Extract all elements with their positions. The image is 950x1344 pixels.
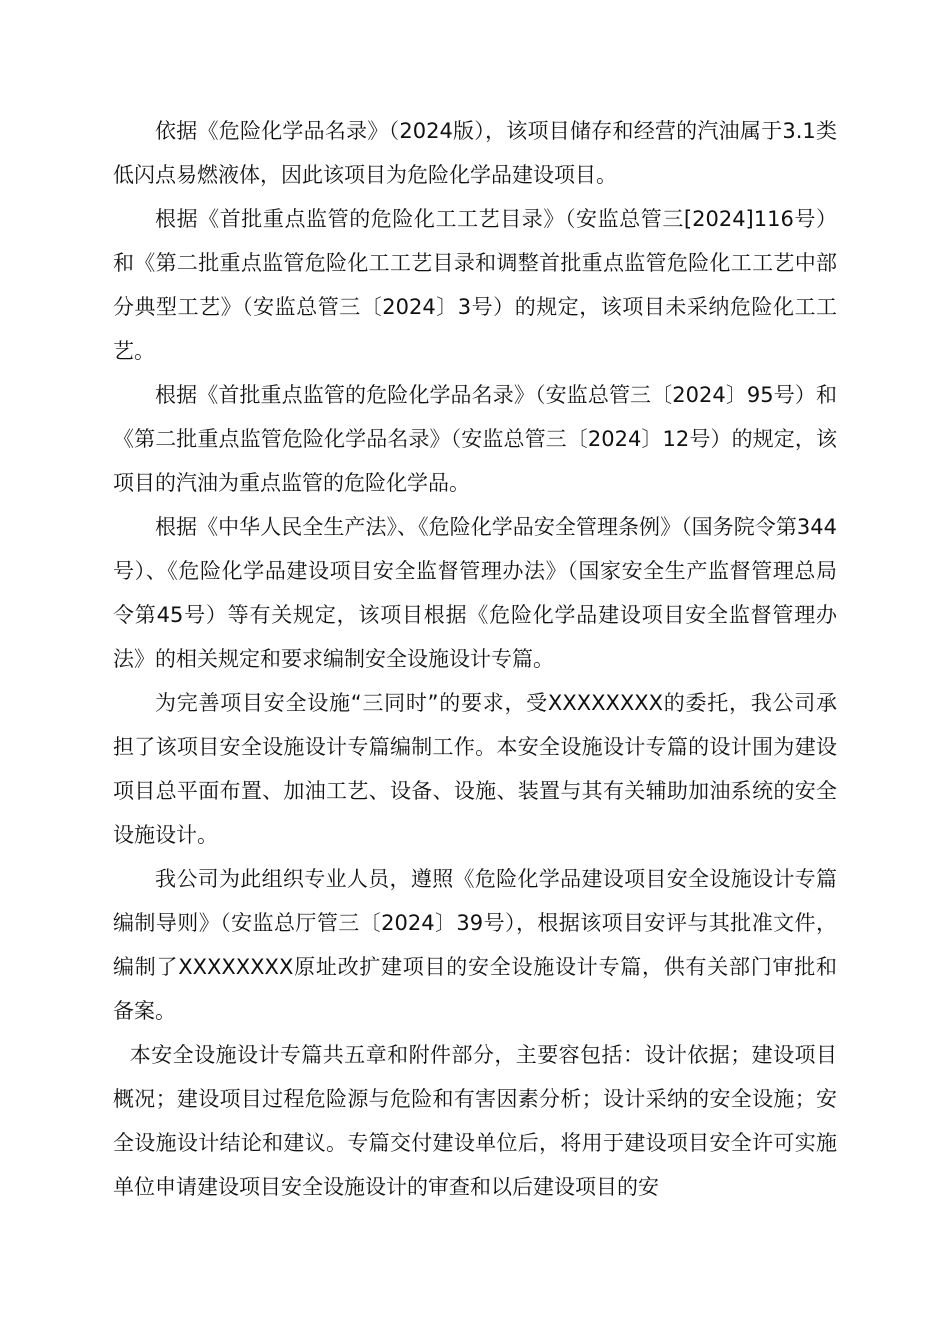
paragraph-compilation: 我公司为此组织专业人员，遵照《危险化学品建设项目安全设施设计专篇编制导则》（安监总厅管三〔2024〕39号），根据该项目安评与其批准文件，编制了XXXXXXXX原址改扩建项目的安全设施设计专篇，供有关部门审批和备案。 (113, 867, 837, 1023)
paragraph-hazard-classification: 依据《危险化学品名录》（2024版），该项目储存和经营的汽油属于3.1类低闪点易燃液体，因此该项目为危险化学品建设项目。 (113, 119, 837, 187)
paragraph-key-chemicals: 根据《首批重点监管的危险化学品名录》（安监总管三〔2024〕95号）和《第二批重点监管危险化学品名录》（安监总管三〔2024〕12号）的规定，该项目的汽油为重点监管的危险化学品。 (113, 383, 837, 495)
paragraph-contents-summary: 本安全设施设计专篇共五章和附件部分，主要容包括：设计依据；建设项目概况；建设项目过程危险源与危险和有害因素分析；设计采纳的安全设施；安全设施设计结论和建议。专篇交付建设单位后，将用于建设项目安全许可实施单位申请建设项目安全设施设计的审查和以后建设项目的安 (113, 1043, 837, 1199)
paragraph-chemical-process: 根据《首批重点监管的危险化工工艺目录》（安监总管三[2024]116号）和《第二批重点监管危险化工工艺目录和调整首批重点监管危险化工工艺中部分典型工艺》（安监总管三〔2024〕3号）的规定，该项目未采纳危险化工工艺。 (113, 207, 837, 363)
paragraph-regulations: 根据《中华人民全生产法》、《危险化学品安全管理条例》（国务院令第344号）、《危险化学品建设项目安全监督管理办法》（国家安全生产监督管理总局令第45号）等有关规定，该项目根据《危险化学品建设项目安全监督管理办法》的相关规定和要求编制安全设施设计专篇。 (113, 515, 837, 671)
paragraph-commission: 为完善项目安全设施“三同时”的要求，受XXXXXXXX的委托，我公司承担了该项目安全设施设计专篇编制工作。本安全设施设计专篇的设计围为建设项目总平面布置、加油工艺、设备、设施、装置与其有关辅助加油系统的安全设施设计。 (113, 691, 837, 847)
document-body (113, 109, 837, 1209)
